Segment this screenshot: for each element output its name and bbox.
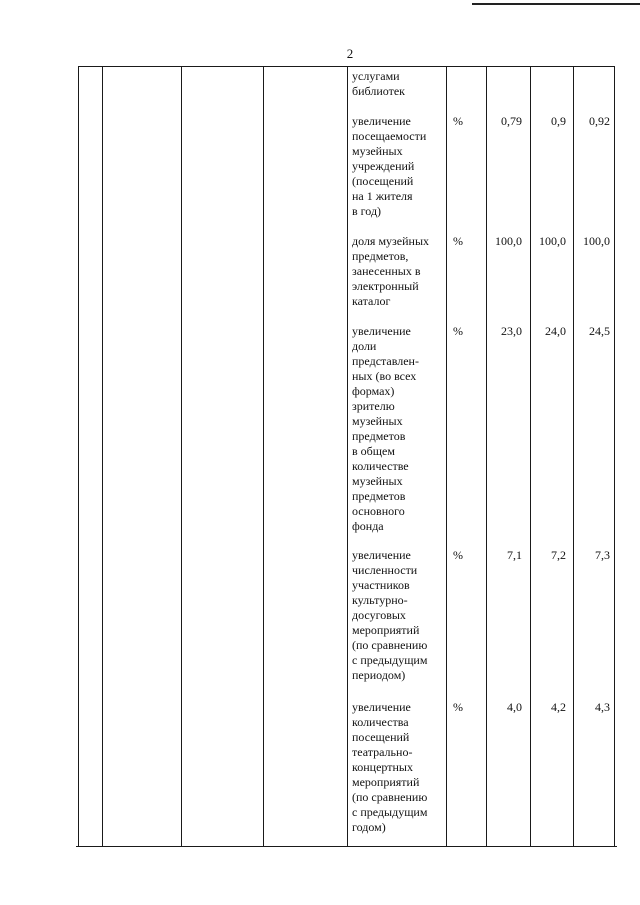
table-bottom-border — [76, 846, 617, 847]
unit-cell: % — [453, 324, 463, 338]
column-line-8 — [530, 66, 531, 846]
indicator-text: доля музейных предметов, занесенных в электронный каталог — [352, 234, 430, 308]
column-line-1 — [78, 66, 79, 846]
indicator-text: увеличение количества посещений театрально- концертных мероприятий (по сравнению с предыдущим годом) — [352, 700, 428, 834]
column-line-9 — [573, 66, 574, 846]
value-cell: 7,1 — [507, 548, 522, 562]
unit-cell: % — [453, 548, 463, 562]
value-cell: 23,0 — [501, 324, 522, 338]
value-cell: 0,79 — [501, 114, 522, 128]
value-cell: 100,0 — [495, 234, 522, 248]
value-cell: 100,0 — [539, 234, 566, 248]
value-cell: 24,0 — [545, 324, 566, 338]
column-line-5 — [347, 66, 348, 846]
column-line-7 — [486, 66, 487, 846]
value-cell: 24,5 — [589, 324, 610, 338]
value-cell: 7,3 — [595, 548, 610, 562]
value-cell: 0,92 — [589, 114, 610, 128]
value-cell: 100,0 — [583, 234, 610, 248]
indicator-text: услугами библиотек — [352, 69, 405, 98]
value-cell: 4,3 — [595, 700, 610, 714]
column-line-10 — [614, 66, 615, 846]
column-line-4 — [263, 66, 264, 846]
indicator-text: увеличение численности участников культурно- досуговых мероприятий (по сравнению с предыдущим периодом) — [352, 548, 428, 682]
value-cell: 7,2 — [551, 548, 566, 562]
column-line-3 — [181, 66, 182, 846]
column-line-6 — [446, 66, 447, 846]
unit-cell: % — [453, 234, 463, 248]
unit-cell: % — [453, 700, 463, 714]
column-line-2 — [102, 66, 103, 846]
indicator-text: увеличение доли представлен- ных (во всех формах) зрителю музейных предметов в общем количестве музейных предметов основного фонда — [352, 324, 419, 533]
page-number: 2 — [346, 46, 354, 61]
unit-cell: % — [453, 114, 463, 128]
value-cell: 4,0 — [507, 700, 522, 714]
indicator-text: увеличение посещаемости музейных учреждений (посещений на 1 жителя в год) — [352, 114, 427, 218]
value-cell: 4,2 — [551, 700, 566, 714]
value-cell: 0,9 — [551, 114, 566, 128]
